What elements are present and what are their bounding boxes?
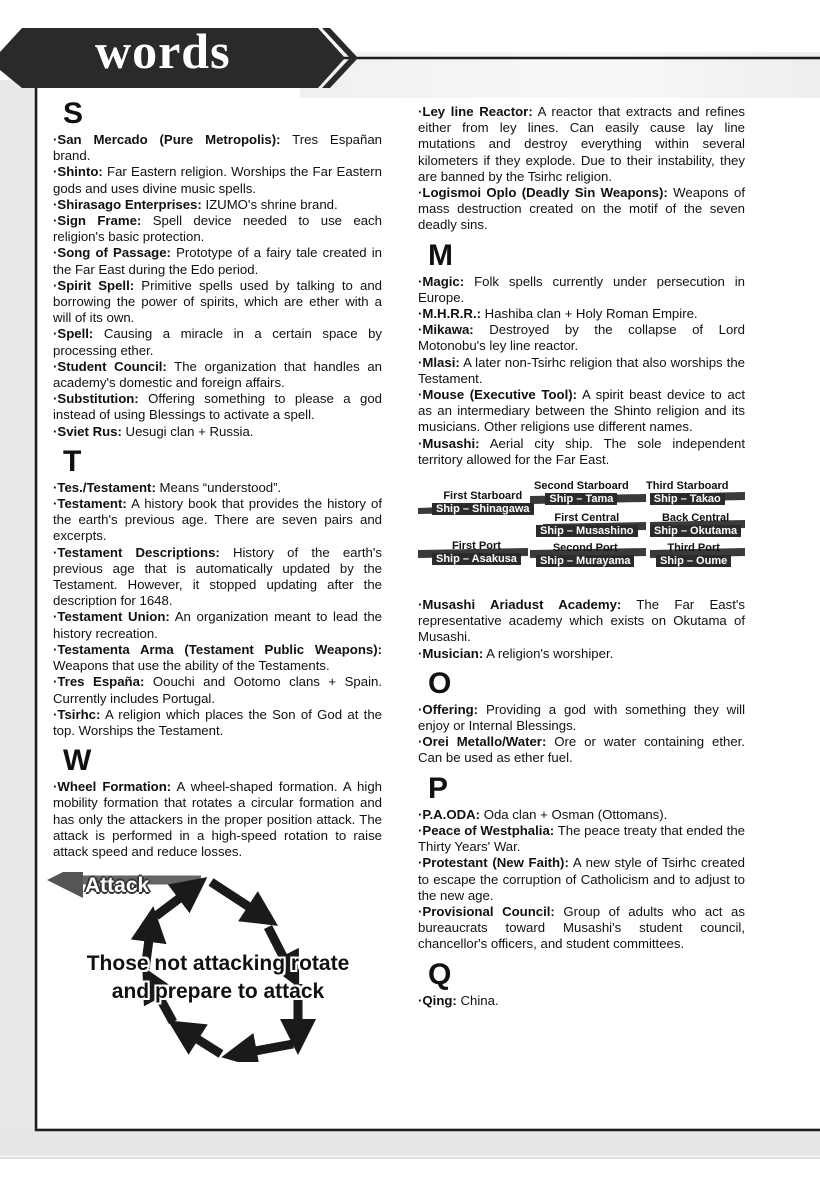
entry-term: ·Sviet Rus: xyxy=(53,423,122,439)
entry-definition: Tres Españan brand. xyxy=(53,132,382,164)
section-m xyxy=(418,240,745,468)
entry-term: ·Musashi: xyxy=(418,435,480,451)
glossary-entry xyxy=(418,436,745,468)
section-t xyxy=(53,446,382,739)
glossary-entry xyxy=(53,359,382,391)
glossary-entry xyxy=(418,104,745,185)
entry-definition: A spirit beast device to act as an intermediary between the Shinto religion and its musicians. Other religions use different names. xyxy=(418,387,745,435)
ship-name: Ship – Asakusa xyxy=(432,553,521,565)
ship-name: Ship – Oume xyxy=(656,555,731,567)
ship-name: Ship – Takao xyxy=(650,493,725,505)
entry-definition: Prototype of a fairy tale created in the Far East during the Edo period. xyxy=(53,245,382,277)
entry-term: ·Student Council: xyxy=(53,358,167,374)
entry-definition: A religion's worshiper. xyxy=(483,645,614,661)
right-column xyxy=(418,104,745,1009)
entry-definition: Group of adults who act as bureaucrats toward Musashi's student council, chancellor's officers, and student committees. xyxy=(418,903,745,952)
glossary-entry xyxy=(53,326,382,358)
entry-definition: Uesugi clan + Russia. xyxy=(121,423,254,439)
entry-term: ·Testament: xyxy=(53,496,127,512)
glossary-entry xyxy=(418,855,745,904)
entry-definition: Oouchi and Ootomo clans + Spain. Currently includes Portugal. xyxy=(53,674,383,706)
entry-term: ·Offering: xyxy=(418,701,479,717)
entry-term: ·Mouse (Executive Tool): xyxy=(418,387,578,403)
glossary-entry xyxy=(418,185,745,234)
entry-term: ·M.H.R.R.: xyxy=(418,306,481,322)
entry-term: ·Qing: xyxy=(418,992,457,1008)
glossary-entry xyxy=(418,597,745,646)
entry-definition: The Far East's representative academy which exists on Okutama of Musashi. xyxy=(418,597,745,645)
attack-label: Attack xyxy=(85,874,150,898)
ship-section-name: Back Central xyxy=(661,512,730,525)
glossary-entry xyxy=(53,707,382,739)
entry-term: ·Testament Descriptions: xyxy=(53,544,220,560)
glossary-entry xyxy=(418,322,745,354)
entry-definition: Hashiba clan + Holy Roman Empire. xyxy=(481,306,698,322)
entry-term: ·San Mercado (Pure Metropolis): xyxy=(53,132,281,147)
entry-term: ·Shirasago Enterprises: xyxy=(53,196,202,212)
entry-term: ·Provisional Council: xyxy=(418,903,555,919)
entry-definition: Primitive spells used by talking to and borrowing the power of spirits, which are ether with a will of its own. xyxy=(53,277,382,326)
section-letter: O xyxy=(428,666,452,700)
entry-definition: A later non-Tsirhc religion that also worships the Testament. xyxy=(418,354,745,386)
wheel-formation-diagram xyxy=(43,872,383,1062)
glossary-entry xyxy=(418,387,745,436)
ship-second-starboard xyxy=(534,480,629,505)
entry-definition: Means “understood”. xyxy=(155,479,282,495)
entry-term: ·Musashi Ariadust Academy: xyxy=(418,597,622,613)
entry-definition: Folk spells currently under persecution in Europe. xyxy=(418,273,745,305)
entry-definition: Weapons that use the ability of the Testaments. xyxy=(53,658,330,674)
entry-term: ·Shinto: xyxy=(53,164,103,180)
entry-term: ·Testament Union: xyxy=(53,609,170,625)
entry-term: ·Spirit Spell: xyxy=(53,277,135,293)
ship-name: Ship – Tama xyxy=(545,493,617,505)
entry-term: ·Tes./Testament: xyxy=(53,479,156,495)
ship-name: Ship – Musashino xyxy=(536,525,638,537)
section-letter: W xyxy=(63,744,92,778)
ship-second-port xyxy=(536,542,634,567)
entry-definition: A reactor that extracts and refines either from ley lines. Can easily cause lay line mutations and destroy everything within several kilometers if they explode. Due to their instability, they are banned by the Tsirhc religion. xyxy=(418,104,745,184)
entry-term: ·Mlasi: xyxy=(418,354,460,370)
entry-definition: China. xyxy=(456,992,499,1008)
glossary-entry xyxy=(53,674,382,706)
entry-definition: A religion which places the Son of God at the top. Worships the Testament. xyxy=(53,706,382,738)
entry-term: ·Ley line Reactor: xyxy=(418,104,533,119)
entry-term: ·Song of Passage: xyxy=(53,245,171,261)
glossary-entry xyxy=(53,391,382,423)
glossary-entry xyxy=(418,274,745,306)
section-p xyxy=(418,773,745,953)
glossary-entry xyxy=(53,164,382,196)
entry-term: ·Sign Frame: xyxy=(53,213,142,229)
entry-term: ·Tsirhc: xyxy=(53,706,101,722)
entry-definition: Oda clan + Osman (Ottomans). xyxy=(480,806,668,822)
ship-section-name: Third Starboard xyxy=(646,480,729,493)
entry-term: ·Orei Metallo/Water: xyxy=(418,734,547,750)
glossary-entry xyxy=(418,823,745,855)
ship-third-starboard xyxy=(646,480,729,505)
entry-definition: The peace treaty that ended the Thirty Years' War. xyxy=(418,822,745,855)
entry-term: ·Mikawa: xyxy=(418,322,474,338)
glossary-entry xyxy=(418,993,745,1009)
rotate-label xyxy=(53,950,383,1006)
entry-definition: Offering something to please a god instead of using Blessings to activate a spell. xyxy=(53,391,382,423)
ship-name: Ship – Murayama xyxy=(536,555,634,567)
ship-name: Ship – Shinagawa xyxy=(432,503,534,515)
rotate-label-line: Those not attacking rotate xyxy=(86,952,350,976)
glossary-entry xyxy=(53,609,382,641)
glossary-entry xyxy=(53,132,382,164)
glossary-entry xyxy=(53,779,382,860)
entry-term: ·Testamenta Arma (Testament Public Weapons): xyxy=(53,641,382,657)
glossary-entry xyxy=(418,702,745,734)
glossary-entry xyxy=(53,545,382,610)
glossary-entry xyxy=(418,355,745,387)
ship-section-name: Third Port xyxy=(667,542,720,555)
entry-definition: Causing a miracle in a certain space by processing ether. xyxy=(53,326,382,358)
section-letter: M xyxy=(428,238,453,272)
entry-definition: Destroyed by the collapse of Lord Motonobu's ley line reactor. xyxy=(418,322,745,354)
glossary-entry xyxy=(53,278,382,327)
ship-third-port xyxy=(656,542,731,567)
glossary-entry xyxy=(53,642,382,674)
entry-definition: Far Eastern religion. Worships the Far Eastern gods and uses divine music spells. xyxy=(53,164,382,196)
glossary-entry xyxy=(53,496,382,545)
ship-section-name: First Port xyxy=(452,540,501,553)
entry-term: ·Wheel Formation: xyxy=(53,779,172,795)
entry-definition: History of the earth's previous age that is automatically updated by the Testament. However, it stopped updating after the description for 1648. xyxy=(53,544,382,609)
entry-term: ·P.A.ODA: xyxy=(418,806,481,822)
musashi-ship-diagram xyxy=(418,478,745,593)
glossary-entry xyxy=(53,245,382,277)
entry-definition: An organization meant to lead the history recreation. xyxy=(53,609,382,641)
entry-definition: Aerial city ship. The sole independent territory allowed for the Far East. xyxy=(418,435,745,467)
section-s xyxy=(53,98,382,440)
ship-section-name: Second Port xyxy=(552,542,618,555)
entry-term: ·Logismoi Oplo (Deadly Sin Weapons): xyxy=(418,185,668,201)
glossary-entry xyxy=(418,904,745,953)
ship-first-port xyxy=(432,540,521,565)
entry-term: ·Substitution: xyxy=(53,391,139,407)
entry-term: ·Magic: xyxy=(418,273,465,289)
ship-section-name: Second Starboard xyxy=(534,480,629,493)
ship-first-starboard xyxy=(432,490,534,515)
section-letter: S xyxy=(63,97,84,130)
entry-definition: A wheel-shaped formation. A high mobility formation that rotates a circular formation and has only the attackers in the proper position attack. The attack is performed in a high-speed rotation to raise attack speed and reduce losses. xyxy=(53,779,382,859)
entry-definition: IZUMO's shrine brand. xyxy=(201,196,338,212)
entry-term: ·Musician: xyxy=(418,645,484,661)
entry-definition: The organization that handles an academy's domestic and foreign affairs. xyxy=(53,358,382,391)
entry-definition: A new style of Tsirhc created to escape the corruption of Catholicism and to adjust to the new age. xyxy=(418,855,745,903)
glossary-entry xyxy=(418,807,745,823)
entry-definition: Ore or water containing ether. Can be used as ether fuel. xyxy=(418,734,745,766)
section-letter: P xyxy=(428,771,449,805)
section-w xyxy=(53,745,382,860)
ship-back-central xyxy=(650,512,741,537)
entry-term: ·Tres España: xyxy=(53,674,145,690)
section-o xyxy=(418,668,745,767)
entry-definition: Weapons of mass destruction created on the motif of the seven deadly sins. xyxy=(418,185,745,233)
section-letter: T xyxy=(63,444,82,478)
glossary-entry xyxy=(418,734,745,766)
glossary-entry xyxy=(418,646,745,662)
entry-definition: Providing a god with something they will enjoy or Internal Blessings. xyxy=(418,701,745,734)
glossary-entry xyxy=(53,197,382,213)
ship-section-name: First Starboard xyxy=(443,490,523,503)
glossary-entry xyxy=(53,213,382,245)
entry-term: ·Spell: xyxy=(53,326,94,342)
entry-definition: A history book that provides the history of the earth's previous age. There are seven pairs and excerpts. xyxy=(53,496,382,544)
ship-name: Ship – Okutama xyxy=(650,525,741,537)
glossary-entry xyxy=(53,424,382,440)
entry-term: ·Peace of Westphalia: xyxy=(418,822,555,838)
ship-first-central xyxy=(536,512,638,537)
section-letter: Q xyxy=(428,957,452,991)
glossary-entry xyxy=(418,306,745,322)
rotate-label-line: and prepare to attack xyxy=(111,980,325,1004)
entry-definition: Spell device needed to use each religion's basic protection. xyxy=(53,213,382,245)
left-column xyxy=(53,98,382,1062)
ship-section-name: First Central xyxy=(554,512,620,525)
page-title: words xyxy=(95,23,231,79)
section-q xyxy=(418,959,745,1009)
entry-term: ·Protestant (New Faith): xyxy=(418,855,569,871)
glossary-entry xyxy=(53,480,382,496)
